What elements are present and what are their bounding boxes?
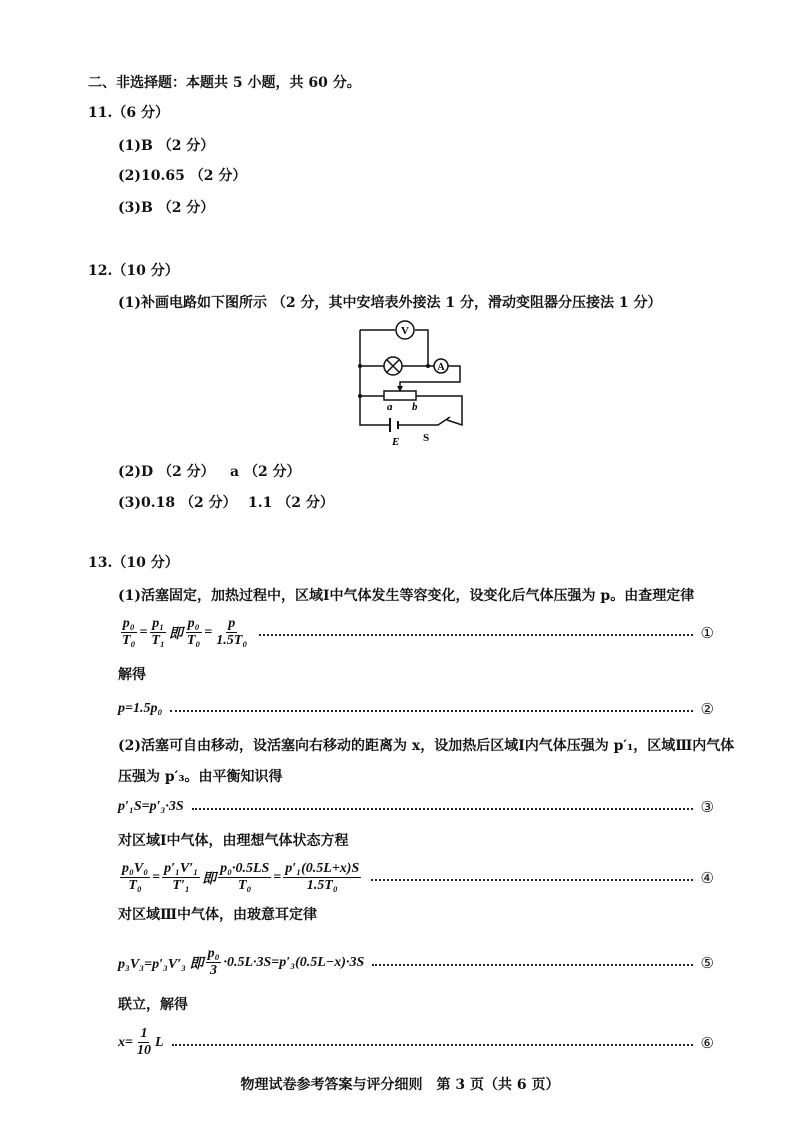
fraction-numerator: p₀V₀ <box>122 861 149 876</box>
equation-number: ⑤ <box>700 953 714 972</box>
fraction-numerator: p₀ <box>207 946 220 961</box>
solve-label-1: 解得 <box>118 667 146 683</box>
equation-2 <box>118 700 714 718</box>
fraction <box>218 861 271 894</box>
equation-number: ⑥ <box>700 1033 714 1052</box>
equation-body <box>118 861 363 894</box>
fraction <box>149 616 166 649</box>
equation-text: = <box>204 624 213 640</box>
switch-label: S <box>423 432 430 444</box>
equation-number: ① <box>700 623 714 642</box>
equation-text: = <box>273 869 282 885</box>
equation-text: x= <box>118 1034 133 1050</box>
equation-3 <box>118 798 714 816</box>
fraction-numerator: p′₁(0.5L+x)S <box>285 861 360 876</box>
equation-body <box>118 799 184 815</box>
equation-number: ③ <box>700 798 714 816</box>
fraction-denominator: 3 <box>210 963 217 978</box>
equation-text: p₃V₃=p′₃V′₃ 即 <box>118 956 204 972</box>
q11-title: 11.（6 分） <box>88 105 169 121</box>
q12-part2a: (2)D （2 分） <box>118 464 215 480</box>
equation-body <box>118 946 364 979</box>
equation-1 <box>118 616 714 649</box>
fraction-numerator: p <box>228 616 236 631</box>
section-title: 二、非选择题：本题共 5 小题，共 60 分。 <box>88 75 361 91</box>
fraction-denominator: T₀ <box>237 878 252 893</box>
fraction <box>283 861 361 894</box>
equation-body <box>118 1026 164 1059</box>
q12-title: 12.（10 分） <box>88 263 179 279</box>
fraction-numerator: p₁ <box>152 616 165 631</box>
equation-4 <box>118 861 714 894</box>
rheostat-b-label: b <box>412 401 418 413</box>
dotted-leader <box>372 964 692 966</box>
equation-text: L <box>154 1034 164 1050</box>
equation-5 <box>118 946 714 979</box>
dotted-leader <box>192 808 693 810</box>
fraction-denominator: T′₁ <box>172 878 190 893</box>
q13-part1-text: (1)活塞固定，加热过程中，区域Ⅰ中气体发生等容变化，设变化后气体压强为 p。由查理定律 <box>118 588 695 604</box>
fraction <box>135 1026 153 1059</box>
q11-answer-2: (2)10.65 （2 分） <box>118 168 247 184</box>
q12-part3b: 1.1 （2 分） <box>248 495 334 511</box>
equation-text: = <box>139 624 148 640</box>
fraction <box>214 616 249 649</box>
equation-6 <box>118 1026 714 1059</box>
equation-text: 即 <box>202 871 217 887</box>
fraction-denominator: T₀ <box>128 878 142 893</box>
fraction-denominator: T₁ <box>151 633 165 648</box>
q11-answer-3: (3)B （2 分） <box>118 200 215 216</box>
equation-text: ·0.5L·3S=p′₃(0.5L−x)·3S <box>223 954 365 970</box>
fraction <box>120 861 150 894</box>
equation-body <box>118 701 162 717</box>
page-footer: 物理试卷参考答案与评分细则 第 3 页（共 6 页） <box>240 1077 560 1093</box>
region3-text: 对区域Ⅲ中气体，由玻意耳定律 <box>118 907 318 923</box>
equation-number: ④ <box>700 868 714 887</box>
fraction-numerator: p′₁V′₁ <box>164 861 199 876</box>
rheostat-a-label: a <box>387 401 393 413</box>
fraction <box>185 616 202 649</box>
equation-body <box>118 616 251 649</box>
equation-text: p′₁S=p′₃·3S <box>118 799 184 814</box>
fraction-numerator: p₀·0.5LS <box>220 861 270 876</box>
q12-part3a: (3)0.18 （2 分） <box>118 495 237 511</box>
fraction-numerator: p₀ <box>122 616 135 631</box>
fraction-numerator: p₀ <box>187 616 200 631</box>
fraction-denominator: 1.5T₀ <box>306 878 338 893</box>
ammeter-label: A <box>437 362 445 373</box>
q13-part2-text-a: (2)活塞可自由移动，设活塞向右移动的距离为 x，设加热后区域Ⅰ内气体压强为 p′₁，区域Ⅲ内气体 <box>118 738 735 754</box>
battery-label: E <box>392 436 400 448</box>
q13-part2-text-b: 压强为 p′₃。由平衡知识得 <box>118 769 283 785</box>
dotted-leader <box>259 634 692 636</box>
fraction-denominator: T₀ <box>186 633 201 648</box>
equation-text: = <box>152 869 161 885</box>
q12-part1: (1)补画电路如下图所示 （2 分，其中安培表外接法 1 分，滑动变阻器分压接法 1 分） <box>118 295 662 311</box>
q11-answer-1: (1)B （2 分） <box>118 138 215 154</box>
fraction <box>162 861 200 894</box>
solve-label-2: 联立，解得 <box>118 997 188 1013</box>
q12-part2b: a （2 分） <box>230 464 301 480</box>
equation-number: ② <box>700 700 714 718</box>
voltmeter-label: V <box>401 325 409 337</box>
fraction-denominator: 1.5T₀ <box>216 633 248 648</box>
fraction-denominator: T₀ <box>122 633 136 648</box>
dotted-leader <box>172 1044 693 1046</box>
fraction-numerator: 1 <box>140 1026 148 1041</box>
q13-title: 13.（10 分） <box>88 555 179 571</box>
dotted-leader <box>371 879 692 881</box>
fraction-denominator: 10 <box>136 1043 151 1058</box>
equation-text: 即 <box>168 626 183 642</box>
circuit-diagram <box>340 312 470 452</box>
equation-text: p=1.5p₀ <box>118 701 163 716</box>
dotted-leader <box>170 710 692 712</box>
region1-text: 对区域Ⅰ中气体，由理想气体状态方程 <box>118 833 349 849</box>
fraction <box>206 946 222 979</box>
fraction <box>120 616 137 649</box>
